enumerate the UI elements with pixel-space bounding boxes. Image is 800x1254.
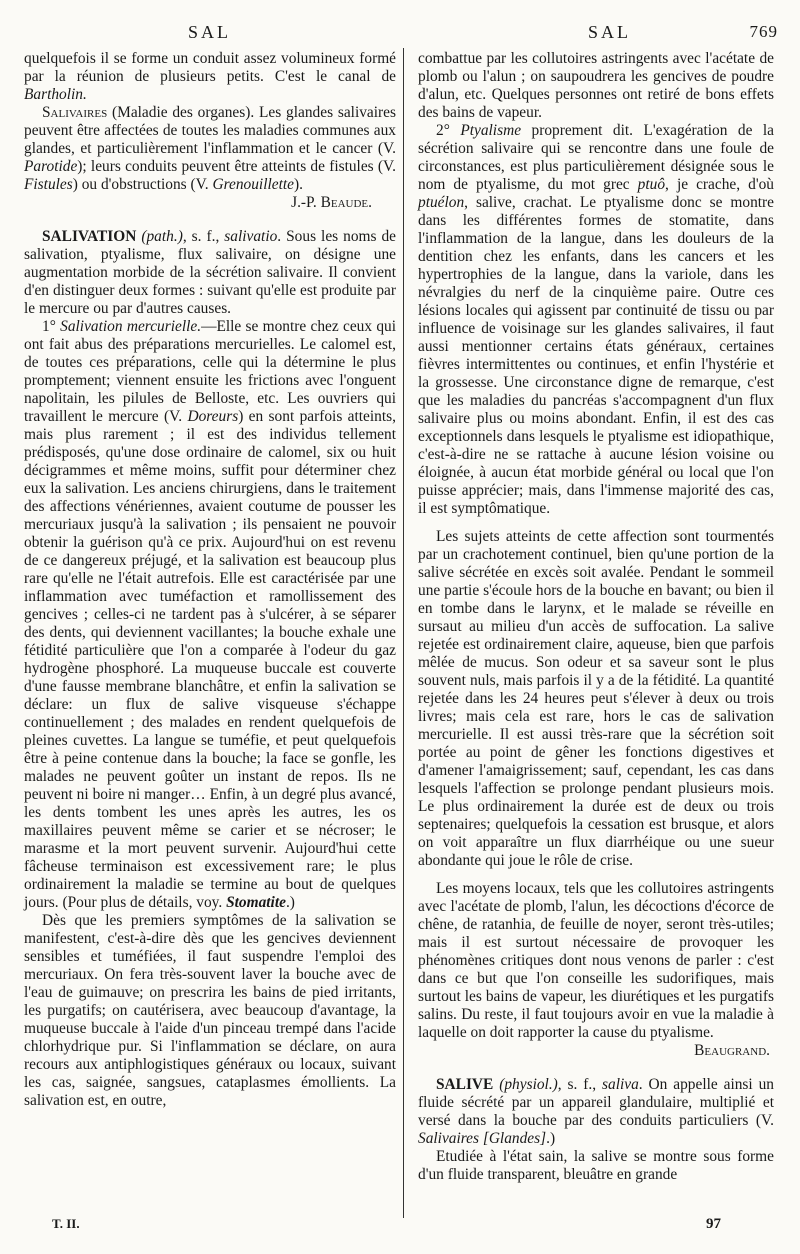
salive-entry: SALIVE (physiol.), s. f., saliva. On appelle ainsi un fluide sécrété par un appareil glandulaire, multiplié et versé dans la bouche par des conduits particuliers (V. Salivaires [Glandes].) bbox=[418, 1076, 774, 1147]
symptoms-paragraph: Les sujets atteints de cette affection sont tourmentés par un crachotement continuel, bien qu'une portion de la salive sécrétée en excès soit avalée. Pendant le sommeil une partie s'écoule hors de la bouche en bavant; ou bien il en tombe dans le larynx, et le malade se réveille en sursaut au milieu d'un accès de suffocation. La salive rejetée est ordinairement claire, aqueuse, bien que parfois mêlée de mucus. Son odeur et sa saveur sont le plus souvent nuls, mais parfois il y a de la fétidité. La quantité rejetée dans les 24 heures peut s'élever à deux ou trois livres; mais cela est rare, hors le cas de salivation mercurielle. Il est aussi très-rare que la sécrétion soit portée au point de gêner les fonctions digestives et d'amener l'amaigrissement; sauf, cependant, les cas dans lesquels l'affection se prolonge pendant plusieurs mois. Le plus ordinairement la durée est de deux ou trois septenaires; quelquefois la cessation est brusque, et alors on voit apparaître un flux diarrhéique ou une sueur abondante qui joue le rôle de crise. bbox=[418, 528, 774, 869]
entry-headword: SALIVE bbox=[436, 1076, 494, 1093]
right-column bbox=[418, 50, 774, 1184]
entry-headword: Salivaires bbox=[42, 104, 108, 121]
left-column bbox=[24, 50, 396, 1110]
running-head-left: SAL bbox=[188, 22, 232, 42]
salivaires-entry: Salivaires (Maladie des organes). Les glandes salivaires peuvent être affectées de toutes les maladies communes aux glandes, et particulièrement l'inflammation et le cancer (V. Parotide); leurs conduits peuvent être atteints de fistules (V. Fistules) ou d'obstructions (V. Grenouillette). bbox=[24, 104, 396, 193]
column-divider bbox=[403, 48, 404, 1218]
treatment-paragraph: Dès que les premiers symptômes de la salivation se manifestent, c'est-à-dire dès que les gencives deviennent sensibles et tuméfiées, il faut suspendre l'emploi des mercuriaux. On fera très-souvent laver la bouche avec de l'eau de guimauve; on prescrira les bains de pied irritants, les purgatifs; on cautérisera, avec beaucoup d'avantage, la muqueuse buccale à l'aide d'un pinceau trempé dans l'acide chlorhydrique pur. Si l'inflammation se déclare, on aura recours aux antiphlogistiques généraux ou locaux, suivant les cas, saignée, sangsues, cataplasmes émollients. La salivation est, en outre, bbox=[24, 912, 396, 1109]
author-signature: J.-P. Beaude. bbox=[291, 194, 372, 211]
subsection-title: Ptyalisme bbox=[460, 122, 522, 139]
author-signature: Beaugrand. bbox=[694, 1042, 770, 1059]
signature-number: 97 bbox=[706, 1216, 721, 1232]
continuation-paragraph: quelquefois il se forme un conduit assez volumineux formé par la réunion de plusieurs petits. C'est le canal de Bartholin. bbox=[24, 50, 396, 103]
page-number: 769 bbox=[749, 22, 778, 41]
running-head-right: SAL bbox=[588, 22, 632, 42]
salivation-entry: SALIVATION (path.), s. f., salivatio. Sous les noms de salivation, ptyalisme, flux salivaire, on désigne une augmentation morbide de la sécrétion salivaire. Il convient d'en distinguer deux formes : suivant qu'elle est produite par le mercure ou par d'autres causes. bbox=[24, 228, 396, 317]
mercurial-salivation-paragraph: 1° Salivation mercurielle.—Elle se montre chez ceux qui ont fait abus des préparations mercurielles. Le calomel est, de toutes ces préparations, celle qui la détermine le plus promptement; viennent ensuite les frictions avec l'onguent napolitain, les pilules de Belloste, etc. Les ouvriers qui travaillent le mercure (V. Doreurs) en sont parfois atteints, mais plus rarement ; il est des individus tellement prédisposés, qu'une dose ordinaire de calomel, six ou huit décigrammes et même moins, suffit pour déterminer chez eux la salivation. Les anciens chirurgiens, dans le traitement des affections vénériennes, avaient coutume de pousser les mercuriaux jusqu'à la salivation ; ils pensaient ne pouvoir obtenir la guérison qu'à ce prix. Aujourd'hui on est revenu de ce dangereux préjugé, et la salivation est beaucoup plus rare qu'elle ne l'était autrefois. Elle est caractérisée par une inflammation avec tuméfaction et ramollissement des gencives ; celles-ci ne tardent pas à s'ulcérer, à se séparer des dents, qui deviennent vacillantes; la bouche exhale une fétidité particulière que l'on a comparée à l'odeur du gaz hydrogène phosphoré. La muqueuse buccale est couverte d'une fausse membrane blanchâtre, et enfin la salivation se déclare: un flux de salive visqueuse s'échappe continuellement ; des malades en rendent quelquefois de pleines cuvettes. La langue se tuméfie, et peut quelquefois être à peine contenue dans la bouche; la face se gonfle, les malades ne peuvent goûter un instant de repos. Ils ne peuvent ni boire ni manger… Enfin, à un degré plus avancé, les dents tombent les unes après les autres, les os maxillaires peuvent même se carier et se nécroser; le marasme et la mort peuvent survenir. Aujourd'hui cette fâcheuse terminaison est excessivement rare; le plus ordinairement la maladie se termine au bout de quelques jours. (Pour plus de détails, voy. Stomatite.) bbox=[24, 318, 396, 911]
volume-mark: T. II. bbox=[52, 1216, 80, 1231]
healthy-saliva-paragraph: Etudiée à l'état sain, la salive se montre sous forme d'un fluide transparent, bleuâtre en grande bbox=[418, 1148, 774, 1183]
subsection-title: Salivation mercurielle. bbox=[60, 318, 202, 335]
continuation-paragraph: combattue par les collutoires astringents avec l'acétate de plomb ou l'alun ; on saupoudrera les gencives de poudre d'alun, etc. Quelques personnes ont retiré de bons effets des bains de vapeur. bbox=[418, 50, 774, 121]
local-remedies-paragraph: Les moyens locaux, tels que les collutoires astringents avec l'acétate de plomb, l'alun, les décoctions d'écorce de chêne, de ratanhia, de feuille de noyer, seront très-utiles; mais il est surtout nécessaire de provoquer les phénomènes critiques dont nous venons de parler : c'est dans ce but que l'on conseille les sudorifiques, mais surtout les bains de vapeur, les diurétiques et les purgatifs salins. Du reste, il faut toujours avoir en vue la maladie à laquelle on doit rapporter la cause du ptyalisme. bbox=[418, 880, 774, 1041]
entry-headword: SALIVATION bbox=[42, 228, 137, 245]
ptyalism-paragraph: 2° Ptyalisme proprement dit. L'exagération de la sécrétion salivaire qui se rencontre dans une foule de circonstances, est plus particulièrement désignée sous le nom de ptyalisme, du mot grec ptuô, je crache, d'où ptuélon, salive, crachat. Le ptyalisme donc se montre dans les différentes formes de stomatite, dans l'inflammation de la langue, dans les douleurs de la dentition chez les enfants, dans les cancers et les hypertrophies de la langue, dans la variole, dans les névralgies du nerf de la cinquième paire. Outre ces lésions locales qui agissent par continuité de tissu ou par influence de voisinage sur les glandes salivaires, il faut aussi mentionner certains états généraux, certaines fièvres intermittentes ou continues, et enfin l'hystérie et la grossesse. Une circonstance digne de remarque, c'est que les maladies du pancréas s'accompagnent d'un flux salivaire plus ou moins abondant. Enfin, il est des cas exceptionnels dans lesquels le ptyalisme est idiopathique, c'est-à-dire ne se rattache à aucune lésion voisine ou éloignée, à aucun état morbide général ou local que l'on puisse apprécier; mais, dans l'immense majorité des cas, il est symptômatique. bbox=[418, 122, 774, 517]
